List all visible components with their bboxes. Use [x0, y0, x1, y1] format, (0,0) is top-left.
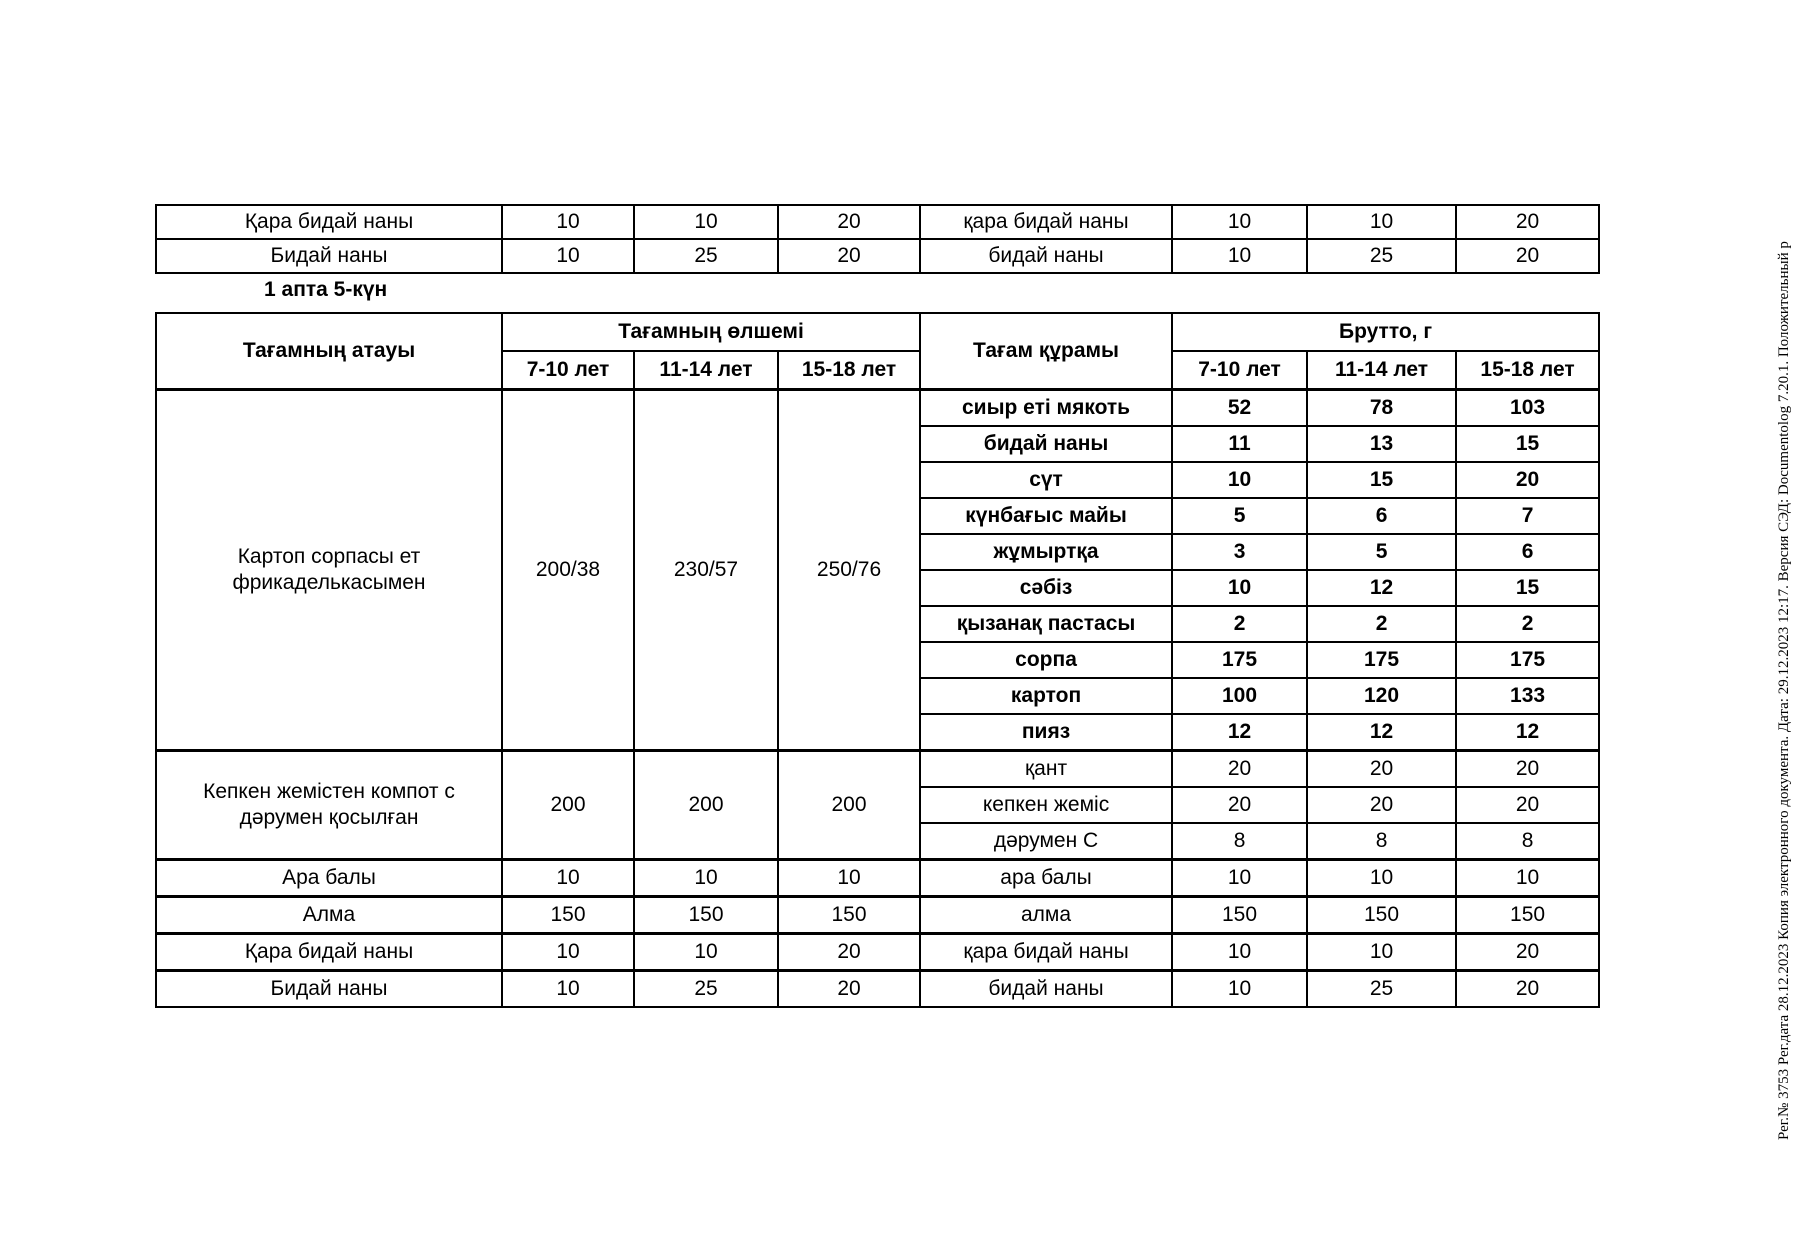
dish-name-cell: Бидай наны [156, 971, 502, 1008]
table-row [156, 205, 1599, 239]
header-age: 7-10 лет [502, 351, 634, 390]
portion-cell: 150 [502, 897, 634, 934]
ingredient-cell: қара бидай наны [920, 205, 1172, 239]
portion-cell: 20 [778, 934, 920, 971]
header-dish-name: Тағамның атауы [156, 313, 502, 390]
brutto-cell: 150 [1456, 897, 1599, 934]
brutto-cell: 20 [1307, 751, 1456, 788]
brutto-cell: 120 [1307, 678, 1456, 714]
brutto-cell: 8 [1456, 823, 1599, 860]
brutto-cell: 78 [1307, 390, 1456, 427]
portion-cell: 200 [634, 751, 778, 860]
header-portion: Тағамның өлшемі [502, 313, 920, 351]
ingredient-cell: күнбағыс майы [920, 498, 1172, 534]
brutto-cell: 12 [1172, 714, 1307, 751]
brutto-cell: 10 [1307, 934, 1456, 971]
header-age: 11-14 лет [634, 351, 778, 390]
ingredient-cell: қант [920, 751, 1172, 788]
header-age: 11-14 лет [1307, 351, 1456, 390]
table-row [156, 897, 1599, 934]
portion-cell: 10 [778, 860, 920, 897]
brutto-cell: 7 [1456, 498, 1599, 534]
brutto-cell: 20 [1456, 239, 1599, 273]
brutto-cell: 12 [1307, 714, 1456, 751]
table-body [156, 390, 1599, 1008]
ingredient-cell: сорпа [920, 642, 1172, 678]
ingredient-cell: алма [920, 897, 1172, 934]
brutto-cell: 20 [1456, 787, 1599, 823]
ingredient-cell: қара бидай наны [920, 934, 1172, 971]
portion-cell: 10 [634, 205, 778, 239]
table-row [156, 390, 1599, 427]
dish-name-cell: Қара бидай наны [156, 205, 502, 239]
brutto-cell: 2 [1307, 606, 1456, 642]
day-title: 1 апта 5-күн [264, 278, 388, 301]
dish-name-cell: Кепкен жемістен компот с дәрумен қосылған [156, 751, 502, 860]
dish-name-cell: Алма [156, 897, 502, 934]
ingredient-cell: сүт [920, 462, 1172, 498]
table-header [156, 313, 1599, 390]
brutto-cell: 10 [1172, 860, 1307, 897]
ingredient-cell: жұмыртқа [920, 534, 1172, 570]
header-brutto: Брутто, г [1172, 313, 1599, 351]
table-row [156, 751, 1599, 788]
brutto-cell: 8 [1172, 823, 1307, 860]
brutto-cell: 150 [1307, 897, 1456, 934]
dish-name-cell: Ара балы [156, 860, 502, 897]
brutto-cell: 20 [1456, 934, 1599, 971]
header-age: 15-18 лет [778, 351, 920, 390]
ingredient-cell: кепкен жеміс [920, 787, 1172, 823]
brutto-cell: 15 [1456, 426, 1599, 462]
portion-cell: 200 [502, 751, 634, 860]
brutto-cell: 13 [1307, 426, 1456, 462]
ingredient-cell: бидай наны [920, 239, 1172, 273]
brutto-cell: 175 [1172, 642, 1307, 678]
top-table-body [156, 205, 1599, 273]
table-row [156, 860, 1599, 897]
brutto-cell: 8 [1307, 823, 1456, 860]
portion-cell: 200/38 [502, 390, 634, 751]
brutto-cell: 12 [1307, 570, 1456, 606]
ingredient-cell: картоп [920, 678, 1172, 714]
brutto-cell: 6 [1307, 498, 1456, 534]
brutto-cell: 10 [1172, 570, 1307, 606]
portion-cell: 20 [778, 239, 920, 273]
dish-name-cell: Қара бидай наны [156, 934, 502, 971]
header-age: 15-18 лет [1456, 351, 1599, 390]
registration-stamp: Рег.№ 3753 Рег.дата 28.12.2023 Копия электронного документа. Дата: 29.12.2023 12:17. Версия СЭД: Documentolog 7.20.1. Положительный р [1776, 241, 1792, 1140]
brutto-cell: 15 [1456, 570, 1599, 606]
header-composition: Тағам құрамы [920, 313, 1172, 390]
dish-name-cell: Картоп сорпасы ет фрикаделькасымен [156, 390, 502, 751]
portion-cell: 25 [634, 971, 778, 1008]
brutto-cell: 10 [1172, 205, 1307, 239]
header-row [156, 313, 1599, 351]
brutto-cell: 25 [1307, 239, 1456, 273]
brutto-cell: 3 [1172, 534, 1307, 570]
portion-cell: 250/76 [778, 390, 920, 751]
ingredient-cell: сәбіз [920, 570, 1172, 606]
portion-cell: 200 [778, 751, 920, 860]
brutto-cell: 20 [1307, 787, 1456, 823]
brutto-cell: 10 [1172, 971, 1307, 1008]
brutto-cell: 5 [1172, 498, 1307, 534]
brutto-cell: 150 [1172, 897, 1307, 934]
portion-cell: 10 [634, 934, 778, 971]
brutto-cell: 20 [1456, 205, 1599, 239]
brutto-cell: 15 [1307, 462, 1456, 498]
brutto-cell: 10 [1172, 934, 1307, 971]
portion-cell: 10 [502, 934, 634, 971]
portion-cell: 10 [502, 860, 634, 897]
ingredient-cell: ара балы [920, 860, 1172, 897]
brutto-cell: 103 [1456, 390, 1599, 427]
brutto-cell: 2 [1172, 606, 1307, 642]
brutto-cell: 6 [1456, 534, 1599, 570]
ingredient-cell: бидай наны [920, 426, 1172, 462]
brutto-cell: 12 [1456, 714, 1599, 751]
brutto-cell: 20 [1456, 751, 1599, 788]
portion-cell: 150 [634, 897, 778, 934]
menu-table [155, 312, 1600, 1008]
brutto-cell: 25 [1307, 971, 1456, 1008]
brutto-cell: 52 [1172, 390, 1307, 427]
brutto-cell: 20 [1456, 462, 1599, 498]
top-table-fragment [155, 204, 1600, 274]
brutto-cell: 20 [1172, 751, 1307, 788]
brutto-cell: 175 [1456, 642, 1599, 678]
ingredient-cell: бидай наны [920, 971, 1172, 1008]
brutto-cell: 100 [1172, 678, 1307, 714]
table-row [156, 239, 1599, 273]
table-row [156, 934, 1599, 971]
portion-cell: 10 [502, 239, 634, 273]
portion-cell: 150 [778, 897, 920, 934]
brutto-cell: 10 [1307, 205, 1456, 239]
dish-name-cell: Бидай наны [156, 239, 502, 273]
brutto-cell: 11 [1172, 426, 1307, 462]
brutto-cell: 10 [1307, 860, 1456, 897]
brutto-cell: 175 [1307, 642, 1456, 678]
brutto-cell: 20 [1456, 971, 1599, 1008]
portion-cell: 230/57 [634, 390, 778, 751]
table-row [156, 971, 1599, 1008]
brutto-cell: 10 [1172, 462, 1307, 498]
brutto-cell: 2 [1456, 606, 1599, 642]
brutto-cell: 10 [1172, 239, 1307, 273]
portion-cell: 20 [778, 971, 920, 1008]
ingredient-cell: пияз [920, 714, 1172, 751]
brutto-cell: 10 [1456, 860, 1599, 897]
brutto-cell: 20 [1172, 787, 1307, 823]
brutto-cell: 5 [1307, 534, 1456, 570]
ingredient-cell: сиыр еті мякоть [920, 390, 1172, 427]
portion-cell: 25 [634, 239, 778, 273]
portion-cell: 10 [502, 971, 634, 1008]
ingredient-cell: қызанақ пастасы [920, 606, 1172, 642]
header-age: 7-10 лет [1172, 351, 1307, 390]
portion-cell: 10 [634, 860, 778, 897]
portion-cell: 20 [778, 205, 920, 239]
portion-cell: 10 [502, 205, 634, 239]
brutto-cell: 133 [1456, 678, 1599, 714]
ingredient-cell: дәрумен С [920, 823, 1172, 860]
